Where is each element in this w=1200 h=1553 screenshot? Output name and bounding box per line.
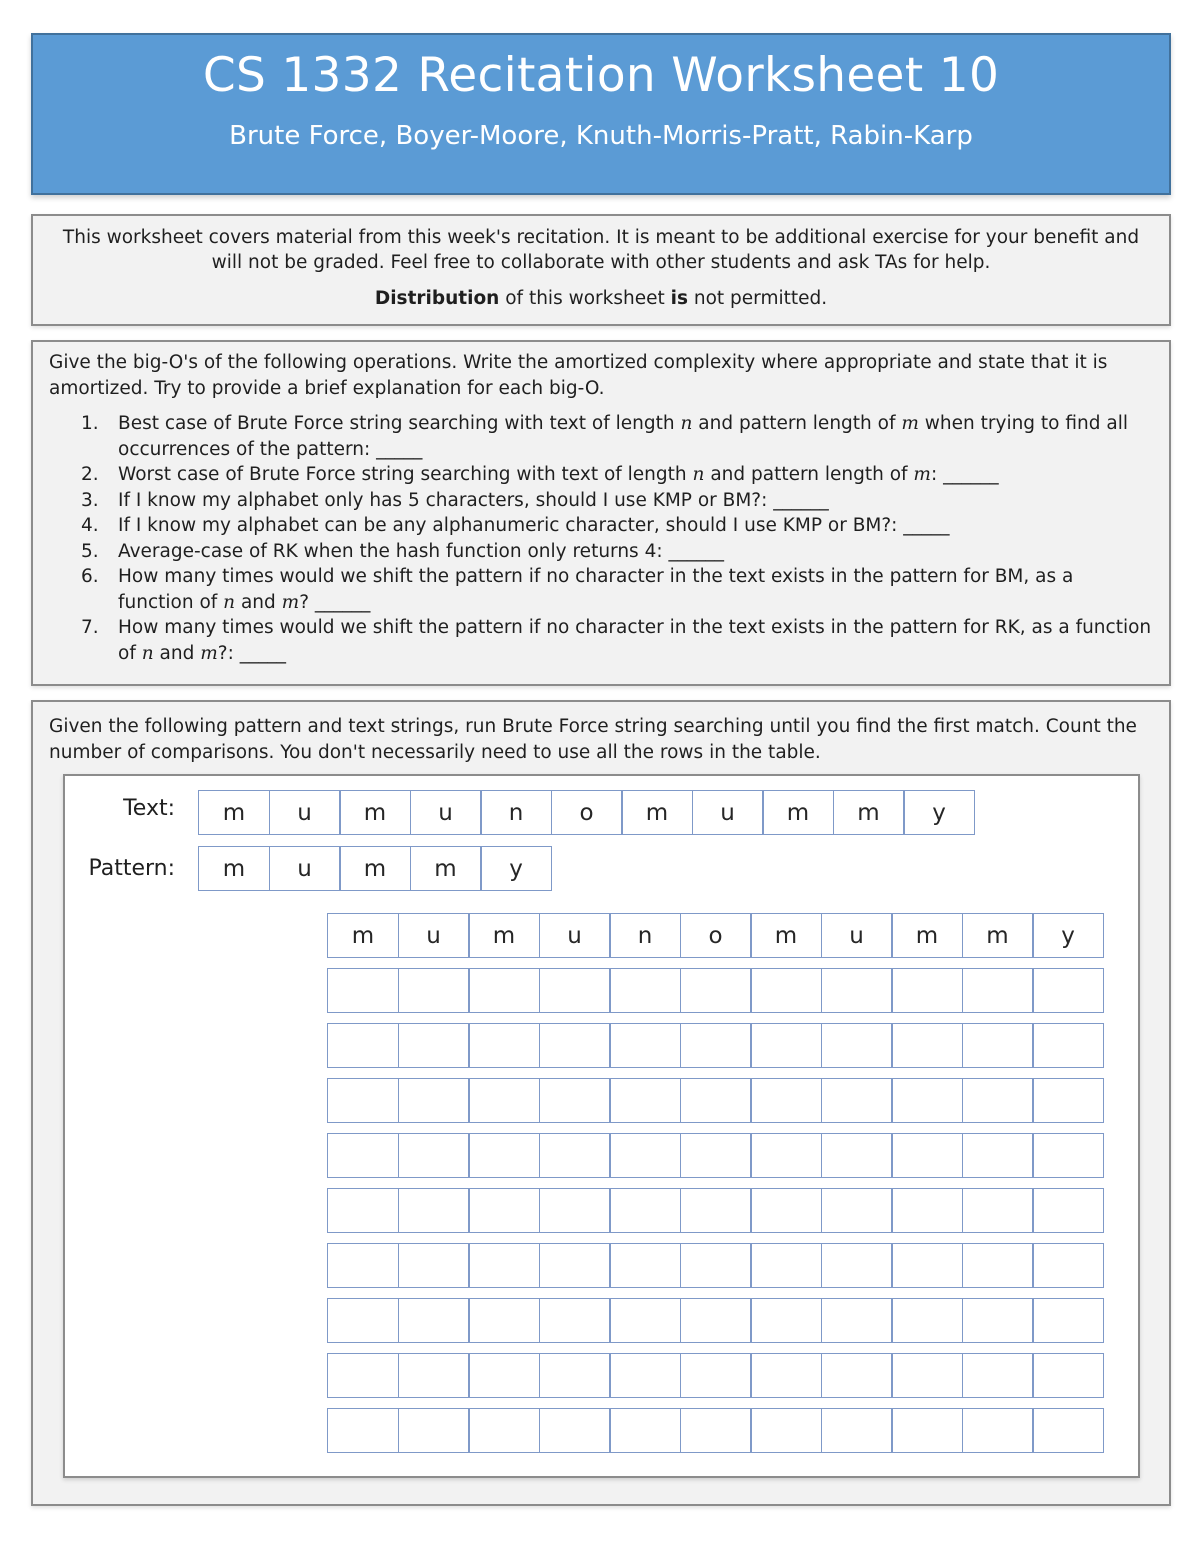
answer-cell[interactable] <box>821 1078 893 1123</box>
distribution-bold-2: is <box>670 288 688 309</box>
distribution-notice <box>33 286 1169 311</box>
header-cell: u <box>539 913 611 958</box>
answer-cell[interactable] <box>891 1023 963 1068</box>
answer-cell[interactable] <box>468 1078 540 1123</box>
pattern-cell: m <box>198 846 270 891</box>
header-cell: m <box>962 913 1034 958</box>
answer-cell[interactable] <box>468 1353 540 1398</box>
answer-cell[interactable] <box>680 1078 752 1123</box>
answer-cell[interactable] <box>609 1078 681 1123</box>
question-text: ?: _____ <box>217 642 286 664</box>
answer-cell[interactable] <box>750 1298 822 1343</box>
answer-cell[interactable] <box>398 1298 470 1343</box>
answer-cell[interactable] <box>1032 1243 1104 1288</box>
question-item <box>81 488 1153 514</box>
answer-cell[interactable] <box>539 1353 611 1398</box>
answer-cell[interactable] <box>962 1298 1034 1343</box>
answer-cell[interactable] <box>609 1133 681 1178</box>
text-cell: m <box>339 790 411 835</box>
answer-cell[interactable] <box>539 1078 611 1123</box>
header-cell: m <box>891 913 963 958</box>
text-cell: u <box>692 790 764 835</box>
header-cell: o <box>680 913 752 958</box>
big-o-section <box>31 340 1171 686</box>
answer-cell[interactable] <box>891 1133 963 1178</box>
text-cell: o <box>551 790 623 835</box>
answer-cell[interactable] <box>539 1023 611 1068</box>
answer-cell[interactable] <box>680 1023 752 1068</box>
answer-cell[interactable] <box>891 1408 963 1453</box>
header-cell: m <box>327 913 399 958</box>
answer-cell[interactable] <box>680 1408 752 1453</box>
answer-cell[interactable] <box>468 1133 540 1178</box>
header-cell: m <box>750 913 822 958</box>
answer-cell[interactable] <box>750 1023 822 1068</box>
answer-cell[interactable] <box>539 1133 611 1178</box>
header-cell: m <box>468 913 540 958</box>
answer-cell[interactable] <box>398 1023 470 1068</box>
var-m: m <box>200 642 218 664</box>
answer-cell[interactable] <box>468 1188 540 1233</box>
var-m: m <box>913 464 931 485</box>
answer-cell[interactable] <box>1032 1298 1104 1343</box>
answer-cell[interactable] <box>750 1133 822 1178</box>
answer-cell[interactable] <box>680 1188 752 1233</box>
answer-cell[interactable] <box>398 1078 470 1123</box>
question-item <box>81 615 1153 666</box>
text-cell: n <box>480 790 552 835</box>
question-text: If I know my alphabet only has 5 characters, should I use KMP or BM?: ______ <box>118 489 829 511</box>
table-row <box>327 1408 1103 1453</box>
answer-cell[interactable] <box>891 1353 963 1398</box>
table-row <box>327 1188 1103 1233</box>
question-text: and pattern length of <box>704 464 914 485</box>
question-text: If I know my alphabet can be any alphanumeric character, should I use KMP or BM?: _____ <box>118 515 950 536</box>
answer-cell[interactable] <box>821 968 893 1013</box>
var-n: n <box>692 464 705 485</box>
header-cell: n <box>609 913 681 958</box>
big-o-question-list <box>81 411 1153 666</box>
answer-cell[interactable] <box>750 968 822 1013</box>
question-text: : ______ <box>930 464 999 485</box>
question-text: when trying to find all occurrences of the pattern: _____ <box>118 413 1128 460</box>
answer-cell[interactable] <box>327 1243 399 1288</box>
answer-cell[interactable] <box>327 1078 399 1123</box>
answer-cell[interactable] <box>468 1298 540 1343</box>
answer-cell[interactable] <box>891 1298 963 1343</box>
comparison-table <box>327 913 1103 1453</box>
answer-cell[interactable] <box>327 1408 399 1453</box>
answer-cell[interactable] <box>962 1078 1034 1123</box>
answer-cell[interactable] <box>962 968 1034 1013</box>
answer-cell[interactable] <box>821 1408 893 1453</box>
answer-cell[interactable] <box>821 1133 893 1178</box>
answer-cell[interactable] <box>468 1243 540 1288</box>
answer-cell[interactable] <box>539 1188 611 1233</box>
answer-cell[interactable] <box>680 1243 752 1288</box>
question-text: and <box>153 642 201 664</box>
text-cell: y <box>903 790 975 835</box>
answer-cell[interactable] <box>609 1353 681 1398</box>
answer-cell[interactable] <box>327 1353 399 1398</box>
answer-cell[interactable] <box>1032 1353 1104 1398</box>
answer-cell[interactable] <box>821 1023 893 1068</box>
answer-cell[interactable] <box>821 1188 893 1233</box>
question-text: Best case of Brute Force string searching with text of length <box>118 413 681 434</box>
question-number: 5. <box>81 540 99 562</box>
text-cell: m <box>833 790 905 835</box>
answer-cell[interactable] <box>891 1243 963 1288</box>
answer-cell[interactable] <box>327 1188 399 1233</box>
question-number: 2. <box>81 464 99 485</box>
answer-cell[interactable] <box>609 968 681 1013</box>
table-row <box>327 1243 1103 1288</box>
question-item <box>81 539 1153 565</box>
pattern-cells <box>198 846 551 891</box>
answer-cell[interactable] <box>398 1353 470 1398</box>
big-o-instructions: Give the big-O's of the following operations. Write the amortized complexity where appropriate and state that it is amortized. Try to provide a brief explanation for each big-O. <box>49 352 1108 399</box>
pattern-cell: m <box>410 846 482 891</box>
header-cell: u <box>398 913 470 958</box>
var-m: m <box>901 413 919 434</box>
answer-cell[interactable] <box>398 1408 470 1453</box>
intro-box <box>31 214 1171 326</box>
var-n: n <box>141 642 154 664</box>
answer-cell[interactable] <box>609 1188 681 1233</box>
text-label: Text: <box>123 796 175 821</box>
answer-cell[interactable] <box>1032 1188 1104 1233</box>
answer-cell[interactable] <box>609 1298 681 1343</box>
answer-cell[interactable] <box>821 1298 893 1343</box>
table-row <box>327 1353 1103 1398</box>
answer-cell[interactable] <box>962 1188 1034 1233</box>
distribution-text-2: not permitted. <box>687 288 828 309</box>
table-row <box>327 1298 1103 1343</box>
answer-cell[interactable] <box>327 1298 399 1343</box>
question-number: 7. <box>81 617 99 638</box>
var-n: n <box>680 413 693 434</box>
pattern-cell: y <box>480 846 552 891</box>
answer-cell[interactable] <box>680 968 752 1013</box>
question-text: and <box>235 591 282 613</box>
answer-cell[interactable] <box>539 1408 611 1453</box>
answer-cell[interactable] <box>398 1243 470 1288</box>
answer-cell[interactable] <box>1032 1133 1104 1178</box>
table-header-row <box>327 913 1103 958</box>
answer-cell[interactable] <box>962 1408 1034 1453</box>
text-cells <box>198 790 974 835</box>
text-cell: u <box>410 790 482 835</box>
question-text: ? ______ <box>299 591 371 613</box>
answer-cell[interactable] <box>1032 1023 1104 1068</box>
answer-cell[interactable] <box>821 1243 893 1288</box>
answer-cell[interactable] <box>891 1188 963 1233</box>
answer-cell[interactable] <box>468 968 540 1013</box>
table-row <box>327 1023 1103 1068</box>
answer-cell[interactable] <box>680 1298 752 1343</box>
pattern-label: Pattern: <box>88 856 175 881</box>
answer-cell[interactable] <box>327 968 399 1013</box>
answer-cell[interactable] <box>750 1408 822 1453</box>
answer-cell[interactable] <box>680 1353 752 1398</box>
header-cell: u <box>821 913 893 958</box>
worksheet-header <box>31 33 1171 195</box>
text-cell: m <box>621 790 693 835</box>
answer-cell[interactable] <box>891 1078 963 1123</box>
answer-cell[interactable] <box>539 1298 611 1343</box>
pattern-cell: u <box>269 846 341 891</box>
answer-cell[interactable] <box>821 1353 893 1398</box>
table-row <box>327 1133 1103 1178</box>
question-text: Average-case of RK when the hash function only returns 4: ______ <box>118 540 724 562</box>
answer-cell[interactable] <box>398 1133 470 1178</box>
text-cell: m <box>762 790 834 835</box>
answer-cell[interactable] <box>609 1243 681 1288</box>
question-item <box>81 564 1153 615</box>
distribution-bold-1: Distribution <box>374 288 500 309</box>
brute-force-instructions: Given the following pattern and text strings, run Brute Force string searching until you find the first match. Count the number of comparisons. You don't necessarily need to use all the rows in the table. <box>49 716 1137 763</box>
answer-cell[interactable] <box>468 1408 540 1453</box>
answer-cell[interactable] <box>891 968 963 1013</box>
answer-cell[interactable] <box>962 1133 1034 1178</box>
answer-cell[interactable] <box>609 1023 681 1068</box>
question-number: 4. <box>81 515 99 536</box>
var-n: n <box>223 591 236 613</box>
pattern-cell: m <box>339 846 411 891</box>
question-number: 3. <box>81 489 99 511</box>
answer-cell[interactable] <box>962 1243 1034 1288</box>
answer-cell[interactable] <box>398 1188 470 1233</box>
question-text: and pattern length of <box>692 413 902 434</box>
answer-cell[interactable] <box>750 1353 822 1398</box>
answer-cell[interactable] <box>962 1353 1034 1398</box>
text-cell: m <box>198 790 270 835</box>
answer-cell[interactable] <box>962 1023 1034 1068</box>
intro-paragraph: This worksheet covers material from this week's recitation. It is meant to be additional exercise for your benefit and will not be graded. Feel free to collaborate with other students and ask TAs for help. <box>62 227 1140 273</box>
answer-cell[interactable] <box>539 1243 611 1288</box>
question-item <box>81 462 1153 488</box>
answer-cell[interactable] <box>468 1023 540 1068</box>
page-subtitle: Brute Force, Boyer-Moore, Knuth-Morris-Pratt, Rabin-Karp <box>229 121 973 151</box>
answer-cell[interactable] <box>609 1408 681 1453</box>
answer-cell[interactable] <box>680 1133 752 1178</box>
question-text: Worst case of Brute Force string searching with text of length <box>118 464 693 485</box>
page-title: CS 1332 Recitation Worksheet 10 <box>202 48 1000 103</box>
question-item <box>81 411 1153 462</box>
answer-cell[interactable] <box>1032 1408 1104 1453</box>
answer-cell[interactable] <box>539 968 611 1013</box>
answer-cell[interactable] <box>750 1188 822 1233</box>
answer-cell[interactable] <box>750 1243 822 1288</box>
table-row <box>327 1078 1103 1123</box>
answer-cell[interactable] <box>1032 1078 1104 1123</box>
answer-cell[interactable] <box>327 1133 399 1178</box>
question-text: How many times would we shift the pattern if no character in the text exists in the pattern for BM, as a function of <box>118 566 1074 613</box>
answer-cell[interactable] <box>750 1078 822 1123</box>
question-text: How many times would we shift the pattern if no character in the text exists in the pattern for RK, as a function of <box>118 617 1152 664</box>
answer-cell[interactable] <box>1032 968 1104 1013</box>
text-cell: u <box>269 790 341 835</box>
question-item <box>81 513 1153 539</box>
answer-cell[interactable] <box>398 968 470 1013</box>
distribution-text-1: of this worksheet <box>499 288 671 309</box>
question-number: 6. <box>81 566 99 587</box>
brute-force-workspace <box>63 774 1140 1478</box>
question-number: 1. <box>81 413 99 434</box>
header-cell: y <box>1032 913 1104 958</box>
table-row <box>327 968 1103 1013</box>
var-m: m <box>281 591 300 613</box>
answer-cell[interactable] <box>327 1023 399 1068</box>
